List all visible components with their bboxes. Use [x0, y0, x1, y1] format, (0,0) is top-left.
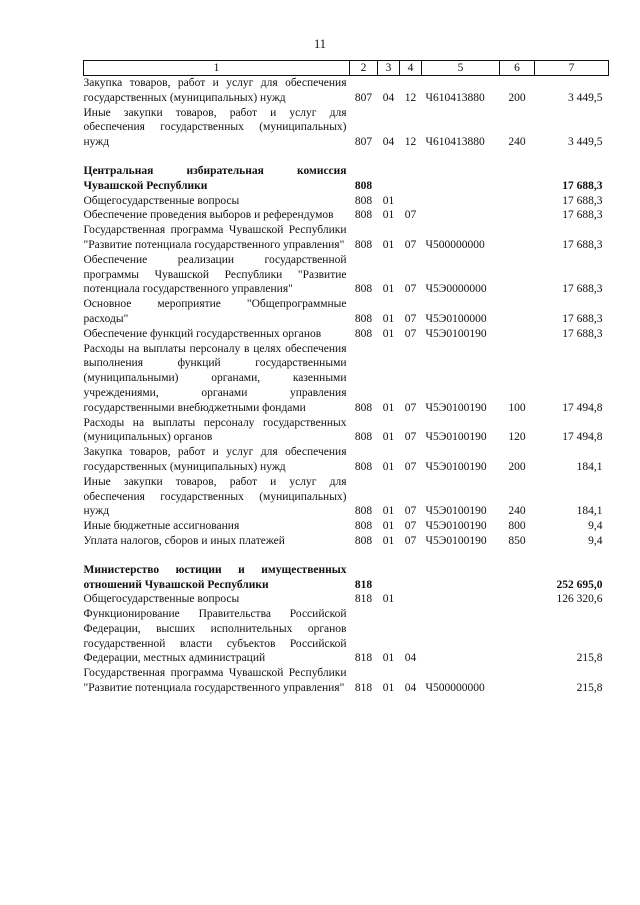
cell-name: Обеспечение реализации государственной программы Чувашской Республики "Развитие потенциала государственного управления" [83, 253, 347, 296]
cell-expense-type [500, 563, 535, 593]
cell-expense-type [500, 253, 535, 297]
cell-amount: 17 688,3 [562, 283, 603, 296]
table-row [84, 253, 609, 297]
cell-ministry-code: 808 [354, 534, 373, 547]
cell-subsection [400, 164, 422, 194]
cell-ministry-code: 807 [354, 91, 373, 104]
cell-name: Иные закупки товаров, работ и услуг для обеспечения государственных (муниципальных) нужд [83, 475, 347, 518]
cell-amount: 17 688,3 [562, 179, 603, 192]
cell-section: 01 [382, 534, 395, 547]
cell-section [378, 164, 400, 194]
cell-subsection: 07 [404, 505, 417, 518]
cell-amount: 215,8 [576, 652, 603, 665]
header-row [84, 61, 609, 76]
cell-subsection: 07 [404, 283, 417, 296]
cell-target-article: Ч610413880 [425, 136, 485, 149]
cell-amount: 17 688,3 [562, 312, 603, 325]
cell-amount: 215,8 [576, 682, 603, 695]
cell-name: Иные бюджетные ассигнования [83, 520, 240, 533]
cell-name: Иные закупки товаров, работ и услуг для обеспечения государственных (муниципальных) нужд [83, 106, 347, 149]
cell-amount: 17 494,8 [562, 431, 603, 444]
cell-subsection: 07 [404, 401, 417, 414]
cell-name: Закупка товаров, работ и услуг для обеспечения государственных (муниципальных) нужд [83, 77, 347, 104]
cell-amount: 17 494,8 [562, 401, 603, 414]
cell-section: 01 [382, 505, 395, 518]
cell-target-article: Ч5Э0100190 [425, 431, 487, 444]
table-body [84, 76, 609, 696]
cell-expense-type: 800 [508, 520, 526, 533]
cell-amount: 3 449,5 [568, 136, 603, 149]
cell-expense-type: 100 [508, 401, 526, 414]
cell-amount: 9,4 [588, 534, 603, 547]
cell-expense-type [500, 666, 535, 696]
cell-section: 01 [382, 460, 395, 473]
cell-expense-type: 240 [508, 136, 526, 149]
cell-ministry-code: 808 [354, 520, 373, 533]
page-number: 11 [313, 37, 327, 51]
cell-target-article [422, 563, 500, 593]
cell-subsection: 07 [404, 238, 417, 251]
cell-name: Общегосударственные вопросы [83, 194, 240, 207]
column-header-6: 6 [500, 61, 535, 76]
table-row [84, 519, 609, 534]
cell-subsection: 07 [404, 312, 417, 325]
cell-name: Обеспечение функций государственных органов [83, 327, 322, 340]
column-header-1: 1 [84, 61, 350, 76]
column-header-3: 3 [378, 61, 400, 76]
cell-subsection: 07 [404, 431, 417, 444]
cell-section [378, 563, 400, 593]
cell-subsection: 12 [404, 136, 417, 149]
table-row [84, 342, 609, 416]
cell-ministry-code: 818 [354, 682, 373, 695]
table-row [84, 106, 609, 150]
cell-expense-type: 120 [508, 431, 526, 444]
table-row [84, 445, 609, 475]
column-header-2: 2 [350, 61, 378, 76]
cell-subsection: 12 [404, 91, 417, 104]
cell-amount: 3 449,5 [568, 91, 603, 104]
cell-subsection: 04 [404, 682, 417, 695]
cell-expense-type [500, 297, 535, 327]
cell-subsection [400, 194, 422, 209]
cell-ministry-code: 818 [354, 593, 373, 606]
cell-name: Расходы на выплаты персоналу государственных (муниципальных) органов [83, 416, 347, 444]
cell-amount: 252 695,0 [556, 578, 603, 591]
table-row [84, 592, 609, 607]
spacer-cell [84, 150, 609, 164]
cell-target-article: Ч5Э0100190 [425, 534, 487, 547]
cell-section: 01 [382, 194, 395, 207]
table-header [84, 61, 609, 76]
cell-subsection: 07 [404, 327, 417, 340]
table-row [84, 607, 609, 666]
cell-section: 01 [382, 520, 395, 533]
spacer-row [84, 150, 609, 164]
table-row [84, 416, 609, 446]
cell-subsection: 04 [404, 652, 417, 665]
cell-expense-type [500, 607, 535, 666]
cell-name: Основное мероприятие "Общепрограммные расходы" [83, 298, 347, 325]
cell-ministry-code: 818 [354, 652, 373, 665]
column-header-5: 5 [422, 61, 500, 76]
cell-name: Государственная программа Чувашской Республики "Развитие потенциала государственного управления" [83, 667, 347, 695]
table-row [84, 327, 609, 342]
cell-ministry-code: 818 [354, 578, 373, 591]
cell-section: 01 [382, 327, 395, 340]
table-row [84, 475, 609, 519]
cell-target-article: Ч5Э0000000 [425, 283, 487, 296]
cell-section: 01 [382, 209, 395, 222]
cell-section: 01 [382, 652, 395, 665]
cell-amount: 184,1 [576, 505, 603, 518]
cell-section: 04 [382, 136, 395, 149]
cell-amount: 184,1 [576, 460, 603, 473]
cell-section: 01 [382, 593, 395, 606]
cell-target-article [422, 194, 500, 209]
cell-expense-type [500, 194, 535, 209]
cell-target-article: Ч5Э0100000 [425, 312, 487, 325]
cell-amount: 17 688,3 [562, 327, 603, 340]
cell-target-article [422, 208, 500, 223]
cell-name: Уплата налогов, сборов и иных платежей [83, 534, 285, 547]
cell-name: Общегосударственные вопросы [83, 593, 240, 606]
cell-ministry-code: 808 [354, 327, 373, 340]
column-header-7: 7 [535, 61, 609, 76]
cell-target-article: Ч5Э0100190 [425, 520, 487, 533]
spacer-row [84, 549, 609, 563]
cell-target-article: Ч5Э0100190 [425, 327, 487, 340]
cell-ministry-code: 807 [354, 136, 373, 149]
cell-expense-type [500, 164, 535, 194]
cell-ministry-code: 808 [354, 505, 373, 518]
cell-name: Расходы на выплаты персоналу в целях обеспечения выполнения функций государственными (муниципальными) органами, казенными учреждениями, органами управления государственными внебюджетными фондами [83, 342, 347, 414]
cell-subsection: 07 [404, 209, 417, 222]
cell-target-article: Ч610413880 [425, 91, 485, 104]
section-row [84, 164, 609, 194]
cell-ministry-code: 808 [354, 209, 373, 222]
cell-target-article: Ч5Э0100190 [425, 460, 487, 473]
cell-amount: 9,4 [588, 520, 603, 533]
cell-name: Закупка товаров, работ и услуг для обеспечения государственных (муниципальных) нужд [83, 446, 347, 473]
cell-target-article: Ч500000000 [425, 238, 485, 251]
cell-name: Государственная программа Чувашской Республики "Развитие потенциала государственного управления" [83, 224, 347, 251]
cell-expense-type: 200 [508, 91, 526, 104]
cell-target-article: Ч5Э0100190 [425, 401, 487, 414]
table-row [84, 666, 609, 696]
cell-section: 01 [382, 401, 395, 414]
cell-target-article [422, 164, 500, 194]
cell-target-article [422, 592, 500, 607]
cell-ministry-code: 808 [354, 312, 373, 325]
table-row [84, 194, 609, 209]
cell-ministry-code: 808 [354, 238, 373, 251]
cell-target-article: Ч5Э0100190 [425, 505, 487, 518]
cell-expense-type: 850 [508, 534, 526, 547]
cell-section: 04 [382, 91, 395, 104]
section-row [84, 563, 609, 593]
table-row [84, 208, 609, 223]
cell-section: 01 [382, 238, 395, 251]
cell-ministry-code: 808 [354, 460, 373, 473]
cell-name: Министерство юстиции и имущественных отношений Чувашской Республики [83, 563, 347, 591]
cell-name: Центральная избирательная комиссия Чувашской Республики [83, 164, 347, 192]
cell-ministry-code: 808 [354, 179, 373, 192]
cell-expense-type [500, 208, 535, 223]
cell-expense-type: 200 [508, 460, 526, 473]
cell-target-article: Ч500000000 [425, 682, 485, 695]
cell-subsection: 07 [404, 520, 417, 533]
cell-expense-type [500, 592, 535, 607]
cell-target-article [422, 607, 500, 666]
cell-subsection [400, 592, 422, 607]
cell-section: 01 [382, 312, 395, 325]
cell-name: Функционирование Правительства Российской Федерации, высших исполнительных органов государственной власти субъектов Российской Федерации, местных администраций [83, 608, 347, 665]
table-row [84, 534, 609, 549]
cell-section: 01 [382, 682, 395, 695]
spacer-cell [84, 549, 609, 563]
cell-amount: 17 688,3 [562, 194, 603, 207]
cell-section: 01 [382, 283, 395, 296]
table-row [84, 76, 609, 106]
cell-expense-type: 240 [508, 505, 526, 518]
cell-subsection: 07 [404, 460, 417, 473]
cell-expense-type [500, 223, 535, 253]
cell-name: Обеспечение проведения выборов и референдумов [83, 209, 334, 222]
cell-ministry-code: 808 [354, 401, 373, 414]
cell-ministry-code: 808 [354, 283, 373, 296]
cell-amount: 126 320,6 [556, 593, 603, 606]
table-row [84, 297, 609, 327]
table-row [84, 223, 609, 253]
cell-subsection [400, 563, 422, 593]
column-header-4: 4 [400, 61, 422, 76]
cell-subsection: 07 [404, 534, 417, 547]
cell-amount: 17 688,3 [562, 209, 603, 222]
budget-table [83, 60, 609, 696]
cell-expense-type [500, 327, 535, 342]
cell-section: 01 [382, 431, 395, 444]
cell-ministry-code: 808 [354, 194, 373, 207]
cell-amount: 17 688,3 [562, 238, 603, 251]
cell-ministry-code: 808 [354, 431, 373, 444]
